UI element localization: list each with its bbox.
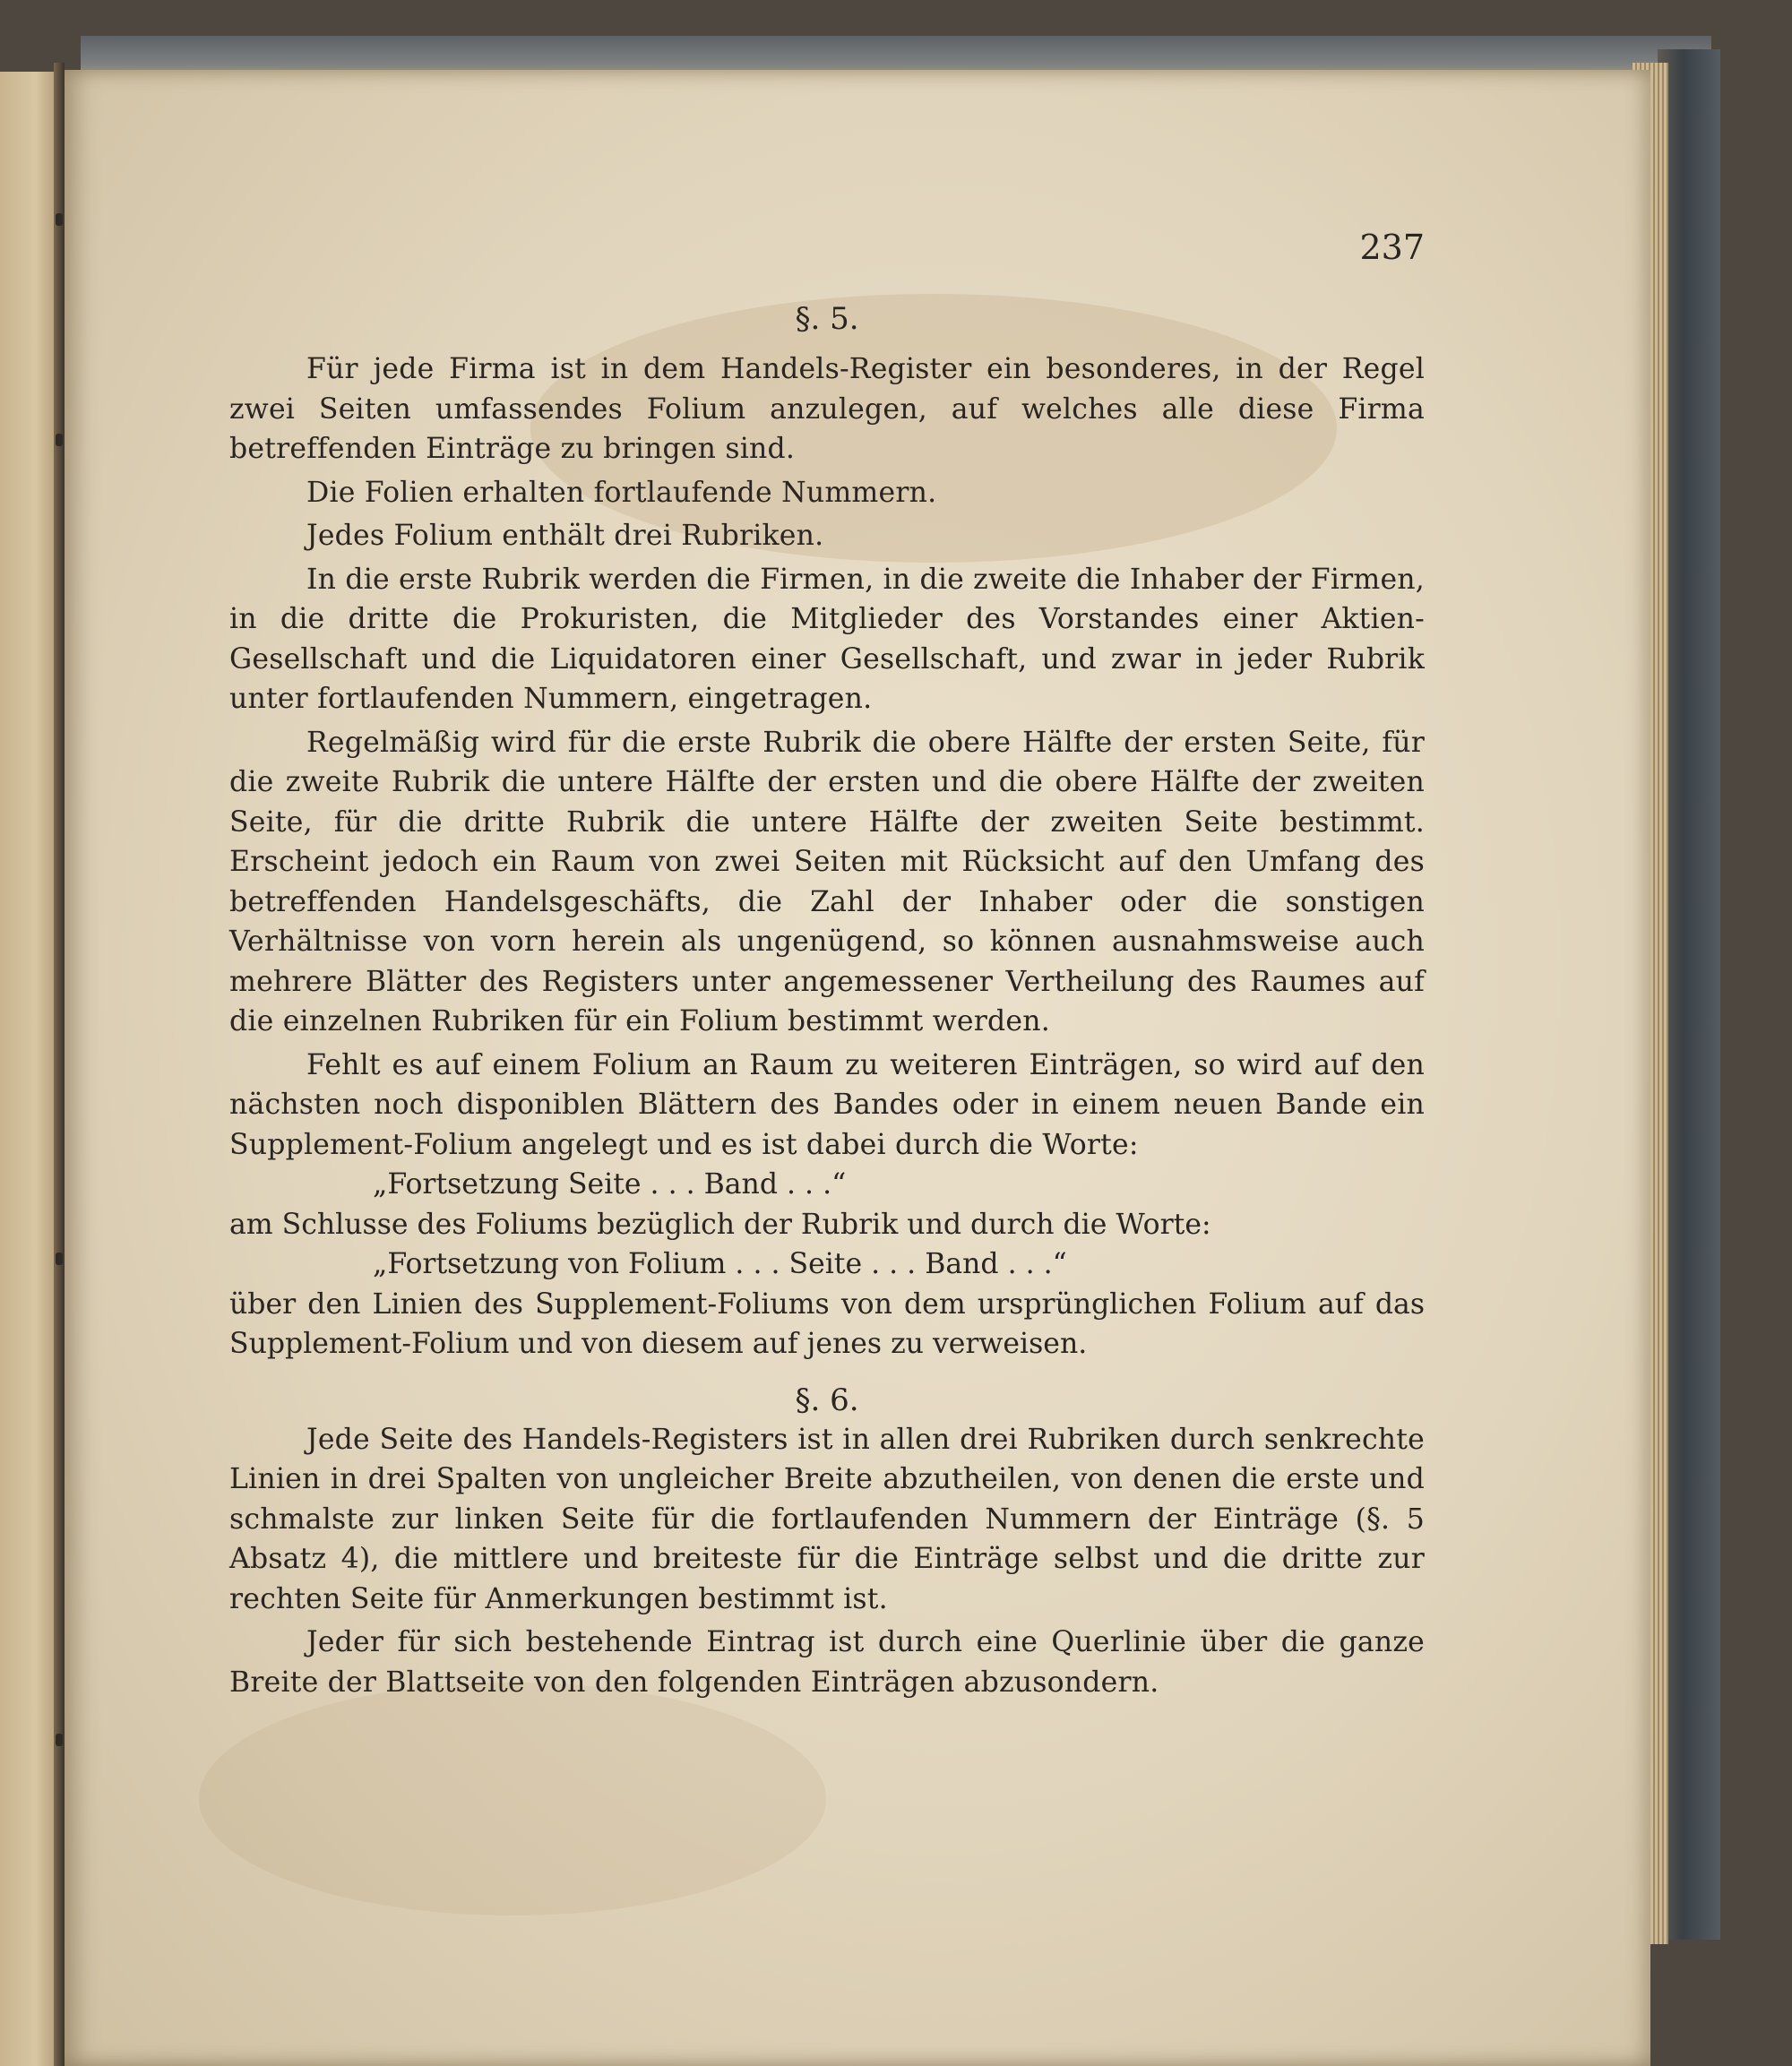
- section-6-heading: §. 6.: [795, 1382, 859, 1418]
- binding-stitch: [56, 213, 63, 226]
- paragraph: In die erste Rubrik werden die Firmen, in die zweite die Inhaber der Firmen, in die dritte die Prokuristen, die Mitglieder des Vorstandes einer Aktien-Gesellschaft und die Liquidatoren einer Gesellschaft, und zwar in jeder Rubrik unter fortlaufenden Nummern, eingetragen.: [229, 563, 1425, 715]
- section-5-heading: §. 5.: [795, 301, 859, 337]
- paragraph: Die Folien erhalten fortlaufende Nummern.: [306, 476, 937, 509]
- book-gutter: [54, 63, 65, 2066]
- binding-stitch: [56, 1253, 63, 1265]
- paragraph: Für jede Firma ist in dem Handels-Register ein besonderes, in der Regel zwei Seiten umfassendes Folium anzulegen, auf welches alle diese Firma betreffenden Einträge zu bringen sind.: [229, 353, 1425, 465]
- paragraph: Regelmäßig wird für die erste Rubrik die obere Hälfte der ersten Seite, für die zweite Rubrik die untere Hälfte der ersten und die obere Hälfte der zweiten Seite, für die dritte Rubrik die untere Hälfte der zweiten Seite bestimmt. Erscheint jedoch ein Raum von zwei Seiten mit Rücksicht auf den Umfang des betreffenden Handelsgeschäfts, die Zahl der Inhaber oder die sonstigen Verhältnisse von vorn herein als ungenügend, so können ausnahmsweise auch mehrere Blätter des Registers unter angemessener Vertheilung des Raumes auf die einzelnen Rubriken für ein Folium bestimmt werden.: [229, 726, 1425, 1037]
- section-5: [229, 301, 1425, 1364]
- quote-line: „Fortsetzung von Folium . . . Seite . . . Band . . .“: [373, 1248, 1067, 1280]
- paragraph-continuation: am Schlusse des Foliums bezüglich der Rubrik und durch die Worte:: [229, 1208, 1211, 1241]
- page-number: 237: [1359, 228, 1425, 267]
- text-block: [229, 301, 1425, 1702]
- binding-stitch: [56, 434, 63, 446]
- binding-stitch: [56, 1734, 63, 1746]
- paragraph: Jeder für sich bestehende Eintrag ist durch eine Querlinie über die ganze Breite der Blattseite von den folgenden Einträgen abzusondern.: [229, 1626, 1425, 1699]
- paragraph-continuation: über den Linien des Supplement-Foliums von dem ursprünglichen Folium auf das Supplement-Folium und von diesem auf jenes zu verweisen.: [229, 1287, 1425, 1360]
- quote-line: „Fortsetzung Seite . . . Band . . .“: [373, 1168, 847, 1201]
- section-6: [229, 1420, 1425, 1703]
- paragraph: Fehlt es auf einem Folium an Raum zu weiteren Einträgen, so wird auf den nächsten noch disponiblen Blättern des Bandes oder in einem neuen Bande ein Supplement-Folium angelegt und es ist dabei durch die Worte:: [229, 1048, 1425, 1161]
- page-stain: [199, 1683, 826, 1915]
- paragraph: Jedes Folium enthält drei Rubriken.: [306, 520, 824, 552]
- paragraph: Jede Seite des Handels-Registers ist in allen drei Rubriken durch senkrechte Linien in drei Spalten von ungleicher Breite abzutheilen, von denen die erste und schmalste zur linken Seite für die fortlaufenden Nummern der Einträge (§. 5 Absatz 4), die mittlere und breiteste für die Einträge selbst und die dritte zur rechten Seite für Anmerkungen bestimmt ist.: [229, 1423, 1425, 1615]
